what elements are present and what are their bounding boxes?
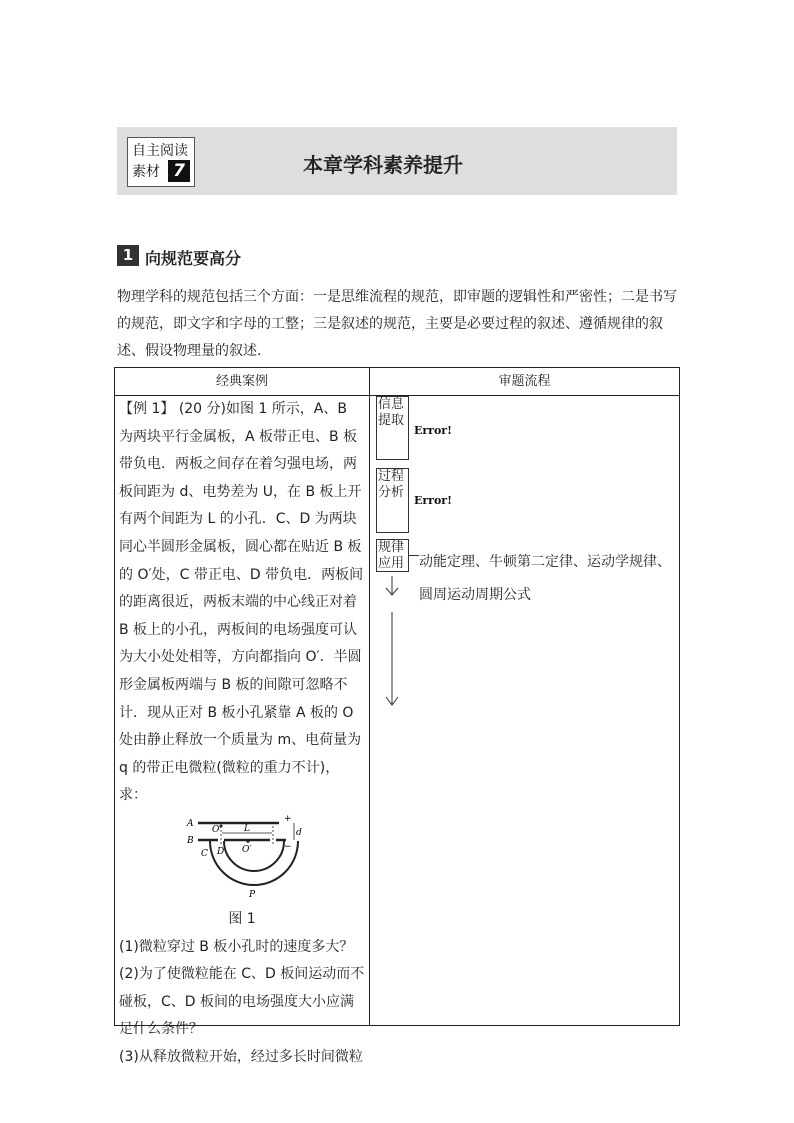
- label-minus: −: [284, 841, 292, 852]
- chapter-banner: [117, 127, 677, 195]
- example-cell: [119, 396, 365, 1071]
- label-b: B: [187, 835, 194, 846]
- example-body: (20 分)如图 1 所示，A、B 为两块平行金属板，A 板带正电、B 板带负电．两板之间存在着匀强电场，两板间距为 d、电势差为 U，在 B 板上开有两个间距为 L 的小孔．C、D 为两块同心半圆形金属板，圆心都在贴近 B 板的 O′处，C 带正电、D 带负电．两板间的距离很近，两板末端的中心线正对着 B 板上的小孔，两板间的电场强度可认为大小处处相等，方向都指向 O′．半圆形金属板两端与 B 板的间隙可忽略不计．现从正对 B 板小孔紧靠 A 板的 O 处由静止释放一个质量为 m、电荷量为 q 的带正电微粒(微粒的重力不计)，求：: [119, 401, 364, 804]
- figure-caption: 图 1: [228, 910, 256, 927]
- example-label: 【例 1】: [119, 401, 175, 417]
- label-l: L: [244, 823, 250, 834]
- label-o-prime: O′: [242, 844, 252, 855]
- page-title: 本章学科素养提升: [303, 153, 463, 177]
- badge-number: 7: [168, 160, 190, 182]
- badge-line-1: 自主阅读: [132, 143, 188, 159]
- flow-box-process-analysis: 过程分析: [376, 468, 409, 533]
- flow-application-text: 动能定理、牛顿第二定律、运动学规律、圆周运动周期公式: [419, 554, 671, 603]
- column-divider: [369, 368, 370, 1025]
- label-c: C: [201, 848, 208, 859]
- flow-box-law-application: 规律应用: [376, 539, 409, 572]
- figure-1: [119, 814, 365, 906]
- plate-d: [224, 841, 284, 871]
- label-d: D: [217, 846, 225, 857]
- section-number: 1: [117, 245, 139, 266]
- intro-paragraph: 物理学科的规范包括三个方面：一是思维流程的规范，即审题的逻辑性和严密性；二是书写的规范，即文字和字母的工整；三是叙述的规范，主要是必要过程的叙述、遵循规律的叙述、假设物理量的叙述.: [117, 289, 677, 359]
- plates-diagram: [184, 814, 304, 904]
- flow-box-info-extract: 信息提取: [376, 396, 409, 460]
- question-2: (2)为了使微粒能在 C、D 板间运动而不碰板，C、D 板间的电场强度大小应满足什么条件？: [119, 966, 365, 1038]
- label-p: P: [249, 889, 256, 900]
- flow-error-1: Error!: [414, 424, 452, 437]
- label-a: A: [187, 818, 194, 829]
- example-table: [114, 367, 680, 1065]
- badge-line-2: 素材: [132, 164, 160, 180]
- question-3: (3)从释放微粒开始，经过多长时间微粒: [119, 1048, 363, 1065]
- reading-badge: [127, 137, 195, 187]
- flow-connector: [409, 555, 419, 556]
- question-1: (1)微粒穿过 B 板小孔时的速度多大？: [119, 938, 354, 955]
- header-review-flow: 审题流程: [370, 368, 679, 396]
- section-title: 向规范要高分: [145, 249, 242, 268]
- review-flow-cell: [371, 396, 679, 1024]
- down-arrow-icon: [381, 576, 411, 716]
- center-o2: [246, 839, 250, 843]
- flow-error-2: Error!: [414, 494, 452, 507]
- label-d-distance: d: [296, 827, 302, 838]
- header-classic-example: 经典案例: [115, 368, 370, 396]
- point-o: [220, 824, 223, 827]
- label-o: O: [212, 824, 220, 835]
- label-plus: +: [284, 813, 292, 824]
